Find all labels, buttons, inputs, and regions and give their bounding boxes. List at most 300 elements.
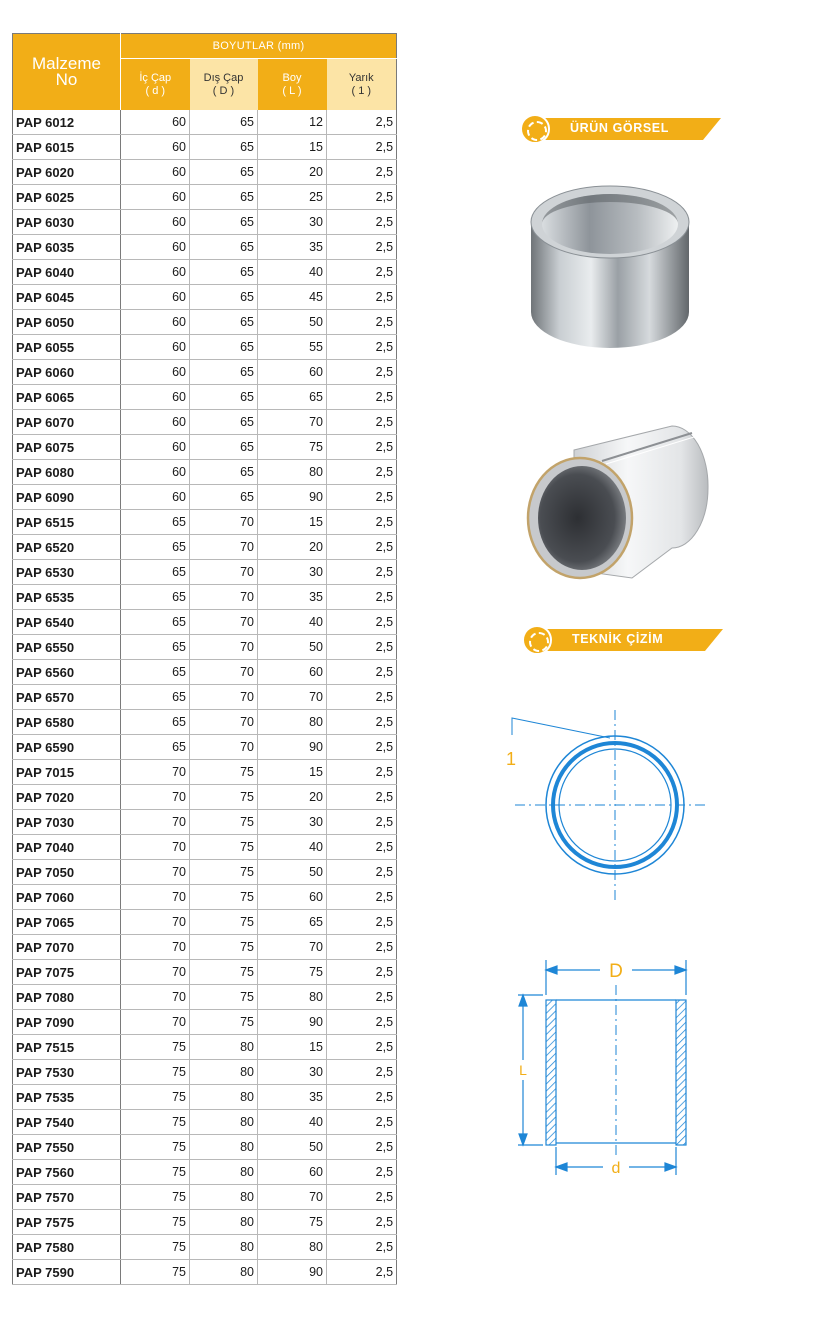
dimension-cell: 20 — [258, 160, 327, 185]
table-row — [13, 210, 397, 235]
table-row — [13, 310, 397, 335]
table-row — [13, 460, 397, 485]
dimension-cell: 60 — [258, 660, 327, 685]
dimension-cell: 2,5 — [327, 260, 397, 285]
dimension-cell: 75 — [121, 1160, 190, 1185]
dimension-cell: 70 — [121, 1010, 190, 1035]
material-code-cell: PAP 7040 — [13, 835, 121, 860]
material-code-cell: PAP 6070 — [13, 410, 121, 435]
dimension-cell: 60 — [121, 135, 190, 160]
table-row — [13, 710, 397, 735]
material-code-cell: PAP 7575 — [13, 1210, 121, 1235]
dimension-cell: 75 — [121, 1185, 190, 1210]
dimension-cell: 2,5 — [327, 560, 397, 585]
dimension-cell: 2,5 — [327, 860, 397, 885]
material-code-cell: PAP 7515 — [13, 1035, 121, 1060]
length-header: Boy ( L ) — [258, 59, 327, 111]
dimension-cell: 80 — [190, 1135, 258, 1160]
dimension-cell: 2,5 — [327, 510, 397, 535]
table-row — [13, 285, 397, 310]
dimension-cell: 65 — [258, 910, 327, 935]
dimension-cell: 65 — [190, 485, 258, 510]
dimension-cell: 60 — [121, 360, 190, 385]
dimension-cell: 2,5 — [327, 1135, 397, 1160]
dimension-cell: 60 — [121, 210, 190, 235]
dimension-cell: 2,5 — [327, 635, 397, 660]
dimension-cell: 75 — [121, 1135, 190, 1160]
dimension-cell: 2,5 — [327, 210, 397, 235]
table-row — [13, 235, 397, 260]
material-code-cell: PAP 6570 — [13, 685, 121, 710]
material-code-cell: PAP 7540 — [13, 1110, 121, 1135]
table-row — [13, 1085, 397, 1110]
table-row — [13, 1035, 397, 1060]
dimension-cell: 70 — [190, 735, 258, 760]
dimension-cell: 40 — [258, 1110, 327, 1135]
material-code-cell: PAP 7050 — [13, 860, 121, 885]
dimension-cell: 30 — [258, 560, 327, 585]
dimension-cell: 75 — [121, 1060, 190, 1085]
material-code-cell: PAP 6025 — [13, 185, 121, 210]
table-row — [13, 635, 397, 660]
dimension-cell: 60 — [121, 310, 190, 335]
table-header — [13, 34, 397, 111]
dimension-cell: 60 — [258, 885, 327, 910]
dimension-cell: 70 — [258, 685, 327, 710]
inner-diameter-header: İç Çap ( d ) — [121, 59, 190, 111]
material-code-cell: PAP 6550 — [13, 635, 121, 660]
dimension-cell: 60 — [258, 360, 327, 385]
material-code-cell: PAP 6055 — [13, 335, 121, 360]
dimension-cell: 90 — [258, 1010, 327, 1035]
dimension-cell: 2,5 — [327, 810, 397, 835]
dimension-cell: 2,5 — [327, 135, 397, 160]
dimension-cell: 75 — [121, 1110, 190, 1135]
dimension-cell: 2,5 — [327, 685, 397, 710]
dimension-cell: 2,5 — [327, 360, 397, 385]
material-no-header — [13, 34, 121, 111]
dimension-cell: 2,5 — [327, 1035, 397, 1060]
material-code-cell: PAP 7590 — [13, 1260, 121, 1285]
table-row — [13, 385, 397, 410]
dimension-cell: 70 — [258, 410, 327, 435]
dimension-cell: 75 — [190, 760, 258, 785]
dimension-cell: 80 — [190, 1035, 258, 1060]
dimension-cell: 2,5 — [327, 985, 397, 1010]
dimension-cell: 60 — [121, 460, 190, 485]
material-code-cell: PAP 6090 — [13, 485, 121, 510]
dimension-cell: 15 — [258, 1035, 327, 1060]
dimension-cell: 2,5 — [327, 1085, 397, 1110]
dimension-cell: 60 — [121, 160, 190, 185]
dimension-cell: 65 — [190, 210, 258, 235]
dimension-cell: 65 — [121, 685, 190, 710]
table-row — [13, 560, 397, 585]
dimension-cell: 75 — [121, 1035, 190, 1060]
material-code-cell: PAP 6020 — [13, 160, 121, 185]
dimension-cell: 65 — [121, 635, 190, 660]
dimension-cell: 2,5 — [327, 885, 397, 910]
table-row — [13, 485, 397, 510]
dimension-cell: 65 — [121, 735, 190, 760]
dimension-cell: 40 — [258, 260, 327, 285]
table-row — [13, 1060, 397, 1085]
dimension-cell: 70 — [121, 960, 190, 985]
dimension-cell: 2,5 — [327, 1010, 397, 1035]
table-row — [13, 760, 397, 785]
inner-diameter-label: d — [611, 1160, 621, 1177]
dimension-cell: 75 — [258, 1210, 327, 1235]
material-code-cell: PAP 7015 — [13, 760, 121, 785]
dimension-cell: 70 — [190, 560, 258, 585]
slit-label: 1 — [506, 749, 517, 769]
dimension-cell: 65 — [121, 585, 190, 610]
dimension-cell: 60 — [121, 385, 190, 410]
dimension-cell: 80 — [258, 985, 327, 1010]
dimension-cell: 75 — [121, 1210, 190, 1235]
material-code-cell: PAP 7570 — [13, 1185, 121, 1210]
dimension-cell: 75 — [190, 810, 258, 835]
dimension-cell: 2,5 — [327, 310, 397, 335]
dimension-cell: 75 — [190, 860, 258, 885]
dimension-cell: 60 — [121, 485, 190, 510]
table-row — [13, 660, 397, 685]
dimension-cell: 75 — [190, 1010, 258, 1035]
material-code-cell: PAP 6080 — [13, 460, 121, 485]
dimension-cell: 20 — [258, 535, 327, 560]
dimension-cell: 65 — [121, 610, 190, 635]
dimensions-group-header: BOYUTLAR (mm) — [121, 34, 397, 59]
dimension-cell: 65 — [190, 285, 258, 310]
material-code-cell: PAP 7530 — [13, 1060, 121, 1085]
dimension-cell: 65 — [190, 410, 258, 435]
front-view-drawing — [500, 705, 720, 905]
dimension-cell: 2,5 — [327, 1210, 397, 1235]
table-body — [13, 110, 397, 1285]
dimension-cell: 75 — [190, 960, 258, 985]
dimension-cell: 30 — [258, 1060, 327, 1085]
table-row — [13, 1185, 397, 1210]
material-code-cell: PAP 6050 — [13, 310, 121, 335]
material-code-cell: PAP 6035 — [13, 235, 121, 260]
table-row — [13, 910, 397, 935]
table-row — [13, 585, 397, 610]
dimension-cell: 50 — [258, 635, 327, 660]
dimension-cell: 70 — [121, 985, 190, 1010]
length-label: L — [519, 1062, 527, 1078]
table-row — [13, 1160, 397, 1185]
material-code-cell: PAP 7550 — [13, 1135, 121, 1160]
dimension-cell: 65 — [190, 185, 258, 210]
dimension-cell: 65 — [190, 385, 258, 410]
material-code-cell: PAP 7070 — [13, 935, 121, 960]
dimension-cell: 15 — [258, 135, 327, 160]
material-code-cell: PAP 7535 — [13, 1085, 121, 1110]
dimension-cell: 25 — [258, 185, 327, 210]
dimension-cell: 70 — [121, 785, 190, 810]
dimension-cell: 70 — [258, 935, 327, 960]
dimension-cell: 2,5 — [327, 710, 397, 735]
dimension-cell: 65 — [190, 360, 258, 385]
dimension-cell: 50 — [258, 1135, 327, 1160]
table-row — [13, 110, 397, 135]
dimension-cell: 70 — [190, 535, 258, 560]
table-row — [13, 1235, 397, 1260]
material-code-cell: PAP 6040 — [13, 260, 121, 285]
product-image-title: ÜRÜN GÖRSEL — [570, 121, 669, 135]
dimension-cell: 80 — [258, 1235, 327, 1260]
table-row — [13, 835, 397, 860]
table-row — [13, 960, 397, 985]
material-code-cell: PAP 6030 — [13, 210, 121, 235]
dimension-cell: 2,5 — [327, 185, 397, 210]
table-row — [13, 410, 397, 435]
dimension-cell: 50 — [258, 310, 327, 335]
dimension-cell: 80 — [190, 1160, 258, 1185]
material-code-cell: PAP 6065 — [13, 385, 121, 410]
dimension-cell: 2,5 — [327, 1235, 397, 1260]
material-code-cell: PAP 7080 — [13, 985, 121, 1010]
product-image-banner — [520, 114, 725, 144]
dimension-cell: 2,5 — [327, 910, 397, 935]
dimension-cell: 65 — [190, 260, 258, 285]
table-row — [13, 860, 397, 885]
material-code-cell: PAP 7075 — [13, 960, 121, 985]
dimension-cell: 65 — [121, 560, 190, 585]
table-row — [13, 1010, 397, 1035]
material-code-cell: PAP 6012 — [13, 110, 121, 135]
dimension-cell: 65 — [190, 310, 258, 335]
dimension-cell: 75 — [121, 1260, 190, 1285]
dimension-cell: 60 — [121, 185, 190, 210]
dimension-cell: 75 — [121, 1235, 190, 1260]
dimension-cell: 80 — [258, 460, 327, 485]
dimension-cell: 2,5 — [327, 735, 397, 760]
dimension-cell: 2,5 — [327, 785, 397, 810]
bearing-badge-icon — [522, 625, 552, 655]
table-row — [13, 685, 397, 710]
split-bushing-image — [522, 418, 712, 600]
dimension-cell: 65 — [190, 335, 258, 360]
metal-bushing-image — [525, 172, 695, 357]
dimension-cell: 2,5 — [327, 935, 397, 960]
dimension-cell: 2,5 — [327, 285, 397, 310]
table-row — [13, 260, 397, 285]
material-code-cell: PAP 7090 — [13, 1010, 121, 1035]
dimension-cell: 40 — [258, 835, 327, 860]
dimension-cell: 20 — [258, 785, 327, 810]
dimension-cell: 2,5 — [327, 1160, 397, 1185]
dimension-cell: 35 — [258, 585, 327, 610]
dimension-cell: 2,5 — [327, 460, 397, 485]
material-code-cell: PAP 6580 — [13, 710, 121, 735]
table-row — [13, 935, 397, 960]
dimension-cell: 65 — [190, 135, 258, 160]
dimension-cell: 65 — [190, 460, 258, 485]
dimension-cell: 90 — [258, 735, 327, 760]
dimension-cell: 30 — [258, 810, 327, 835]
dimension-cell: 45 — [258, 285, 327, 310]
dimension-cell: 2,5 — [327, 235, 397, 260]
dimension-cell: 35 — [258, 1085, 327, 1110]
dimension-cell: 15 — [258, 510, 327, 535]
dimension-cell: 75 — [258, 960, 327, 985]
material-code-cell: PAP 6590 — [13, 735, 121, 760]
table-row — [13, 360, 397, 385]
dimension-cell: 80 — [190, 1260, 258, 1285]
outer-diameter-label: D — [609, 961, 623, 982]
dimension-cell: 80 — [190, 1210, 258, 1235]
table-row — [13, 810, 397, 835]
slit-header: Yarık ( 1 ) — [327, 59, 397, 111]
dimension-cell: 80 — [190, 1110, 258, 1135]
dimension-cell: 15 — [258, 760, 327, 785]
dimension-cell: 75 — [190, 785, 258, 810]
dimension-cell: 70 — [121, 860, 190, 885]
dimension-cell: 70 — [121, 760, 190, 785]
dimension-cell: 2,5 — [327, 435, 397, 460]
dimension-cell: 60 — [121, 410, 190, 435]
material-code-cell: PAP 6015 — [13, 135, 121, 160]
dimension-cell: 70 — [190, 710, 258, 735]
table-row — [13, 185, 397, 210]
table-row — [13, 435, 397, 460]
material-code-cell: PAP 7060 — [13, 885, 121, 910]
dimension-cell: 70 — [190, 660, 258, 685]
table-row — [13, 885, 397, 910]
dimension-cell: 55 — [258, 335, 327, 360]
dimension-cell: 90 — [258, 485, 327, 510]
dimension-cell: 2,5 — [327, 660, 397, 685]
dimension-cell: 2,5 — [327, 760, 397, 785]
material-code-cell: PAP 6560 — [13, 660, 121, 685]
dimension-cell: 2,5 — [327, 485, 397, 510]
dimension-cell: 65 — [121, 660, 190, 685]
material-code-cell: PAP 7030 — [13, 810, 121, 835]
dimension-cell: 40 — [258, 610, 327, 635]
dimension-cell: 2,5 — [327, 410, 397, 435]
dimension-cell: 2,5 — [327, 385, 397, 410]
material-code-cell: PAP 6540 — [13, 610, 121, 635]
dimension-cell: 2,5 — [327, 1110, 397, 1135]
material-code-cell: PAP 7560 — [13, 1160, 121, 1185]
dimension-cell: 90 — [258, 1260, 327, 1285]
dimension-cell: 75 — [190, 910, 258, 935]
material-header-line1: Malzeme — [32, 54, 101, 73]
dimension-cell: 2,5 — [327, 110, 397, 135]
dimension-cell: 70 — [190, 635, 258, 660]
bearing-badge-icon — [520, 114, 550, 144]
dimension-cell: 80 — [258, 710, 327, 735]
dimension-cell: 65 — [121, 710, 190, 735]
dimension-cell: 2,5 — [327, 1060, 397, 1085]
dimension-cell: 70 — [190, 610, 258, 635]
dimension-cell: 65 — [190, 160, 258, 185]
material-code-cell: PAP 7020 — [13, 785, 121, 810]
material-code-cell: PAP 6515 — [13, 510, 121, 535]
table-row — [13, 735, 397, 760]
dimension-cell: 60 — [121, 435, 190, 460]
dimension-cell: 2,5 — [327, 1185, 397, 1210]
material-code-cell: PAP 6530 — [13, 560, 121, 585]
material-code-cell: PAP 7580 — [13, 1235, 121, 1260]
dimension-cell: 2,5 — [327, 835, 397, 860]
dimension-cell: 2,5 — [327, 335, 397, 360]
dimension-cell: 65 — [190, 110, 258, 135]
dimension-cell: 65 — [258, 385, 327, 410]
dimension-cell: 2,5 — [327, 610, 397, 635]
dimension-cell: 2,5 — [327, 960, 397, 985]
dimension-cell: 80 — [190, 1235, 258, 1260]
dimension-cell: 75 — [258, 435, 327, 460]
material-code-cell: PAP 6535 — [13, 585, 121, 610]
dimension-cell: 70 — [190, 685, 258, 710]
table-row — [13, 1135, 397, 1160]
dimension-cell: 70 — [258, 1185, 327, 1210]
material-code-cell: PAP 6520 — [13, 535, 121, 560]
outer-diameter-header: Dış Çap ( D ) — [190, 59, 258, 111]
table-row — [13, 510, 397, 535]
dimension-cell: 70 — [121, 935, 190, 960]
dimension-cell: 65 — [190, 235, 258, 260]
table-row — [13, 1210, 397, 1235]
dimension-cell: 60 — [258, 1160, 327, 1185]
dimension-cell: 70 — [121, 885, 190, 910]
table-row — [13, 785, 397, 810]
material-code-cell: PAP 6045 — [13, 285, 121, 310]
dimension-cell: 2,5 — [327, 535, 397, 560]
dimension-cell: 75 — [190, 885, 258, 910]
dimension-cell: 30 — [258, 210, 327, 235]
table-row — [13, 335, 397, 360]
dimension-cell: 80 — [190, 1085, 258, 1110]
material-code-cell: PAP 6075 — [13, 435, 121, 460]
dimension-cell: 70 — [121, 810, 190, 835]
table-row — [13, 610, 397, 635]
dimension-cell: 2,5 — [327, 585, 397, 610]
material-code-cell: PAP 6060 — [13, 360, 121, 385]
dimension-cell: 70 — [121, 910, 190, 935]
dimension-cell: 60 — [121, 285, 190, 310]
technical-drawing-title: TEKNİK ÇİZİM — [572, 632, 664, 646]
table-row — [13, 160, 397, 185]
table-row — [13, 135, 397, 160]
dimension-cell: 75 — [190, 985, 258, 1010]
dimension-cell: 75 — [121, 1085, 190, 1110]
technical-drawing-banner — [522, 625, 727, 655]
dimension-cell: 65 — [121, 535, 190, 560]
table-row — [13, 1110, 397, 1135]
material-header-line2: No — [55, 70, 78, 89]
side-view-drawing — [505, 955, 705, 1180]
table-row — [13, 1260, 397, 1285]
dimension-cell: 80 — [190, 1060, 258, 1085]
dimension-cell: 75 — [190, 935, 258, 960]
dimension-cell: 75 — [190, 835, 258, 860]
dimension-cell: 2,5 — [327, 160, 397, 185]
dimension-cell: 70 — [190, 585, 258, 610]
dimension-cell: 2,5 — [327, 1260, 397, 1285]
dimension-cell: 80 — [190, 1185, 258, 1210]
dimension-cell: 60 — [121, 335, 190, 360]
material-code-cell: PAP 7065 — [13, 910, 121, 935]
dimension-cell: 70 — [121, 835, 190, 860]
dimension-cell: 65 — [121, 510, 190, 535]
dimension-cell: 60 — [121, 260, 190, 285]
table-row — [13, 985, 397, 1010]
dimension-cell: 70 — [190, 510, 258, 535]
dimension-cell: 60 — [121, 235, 190, 260]
